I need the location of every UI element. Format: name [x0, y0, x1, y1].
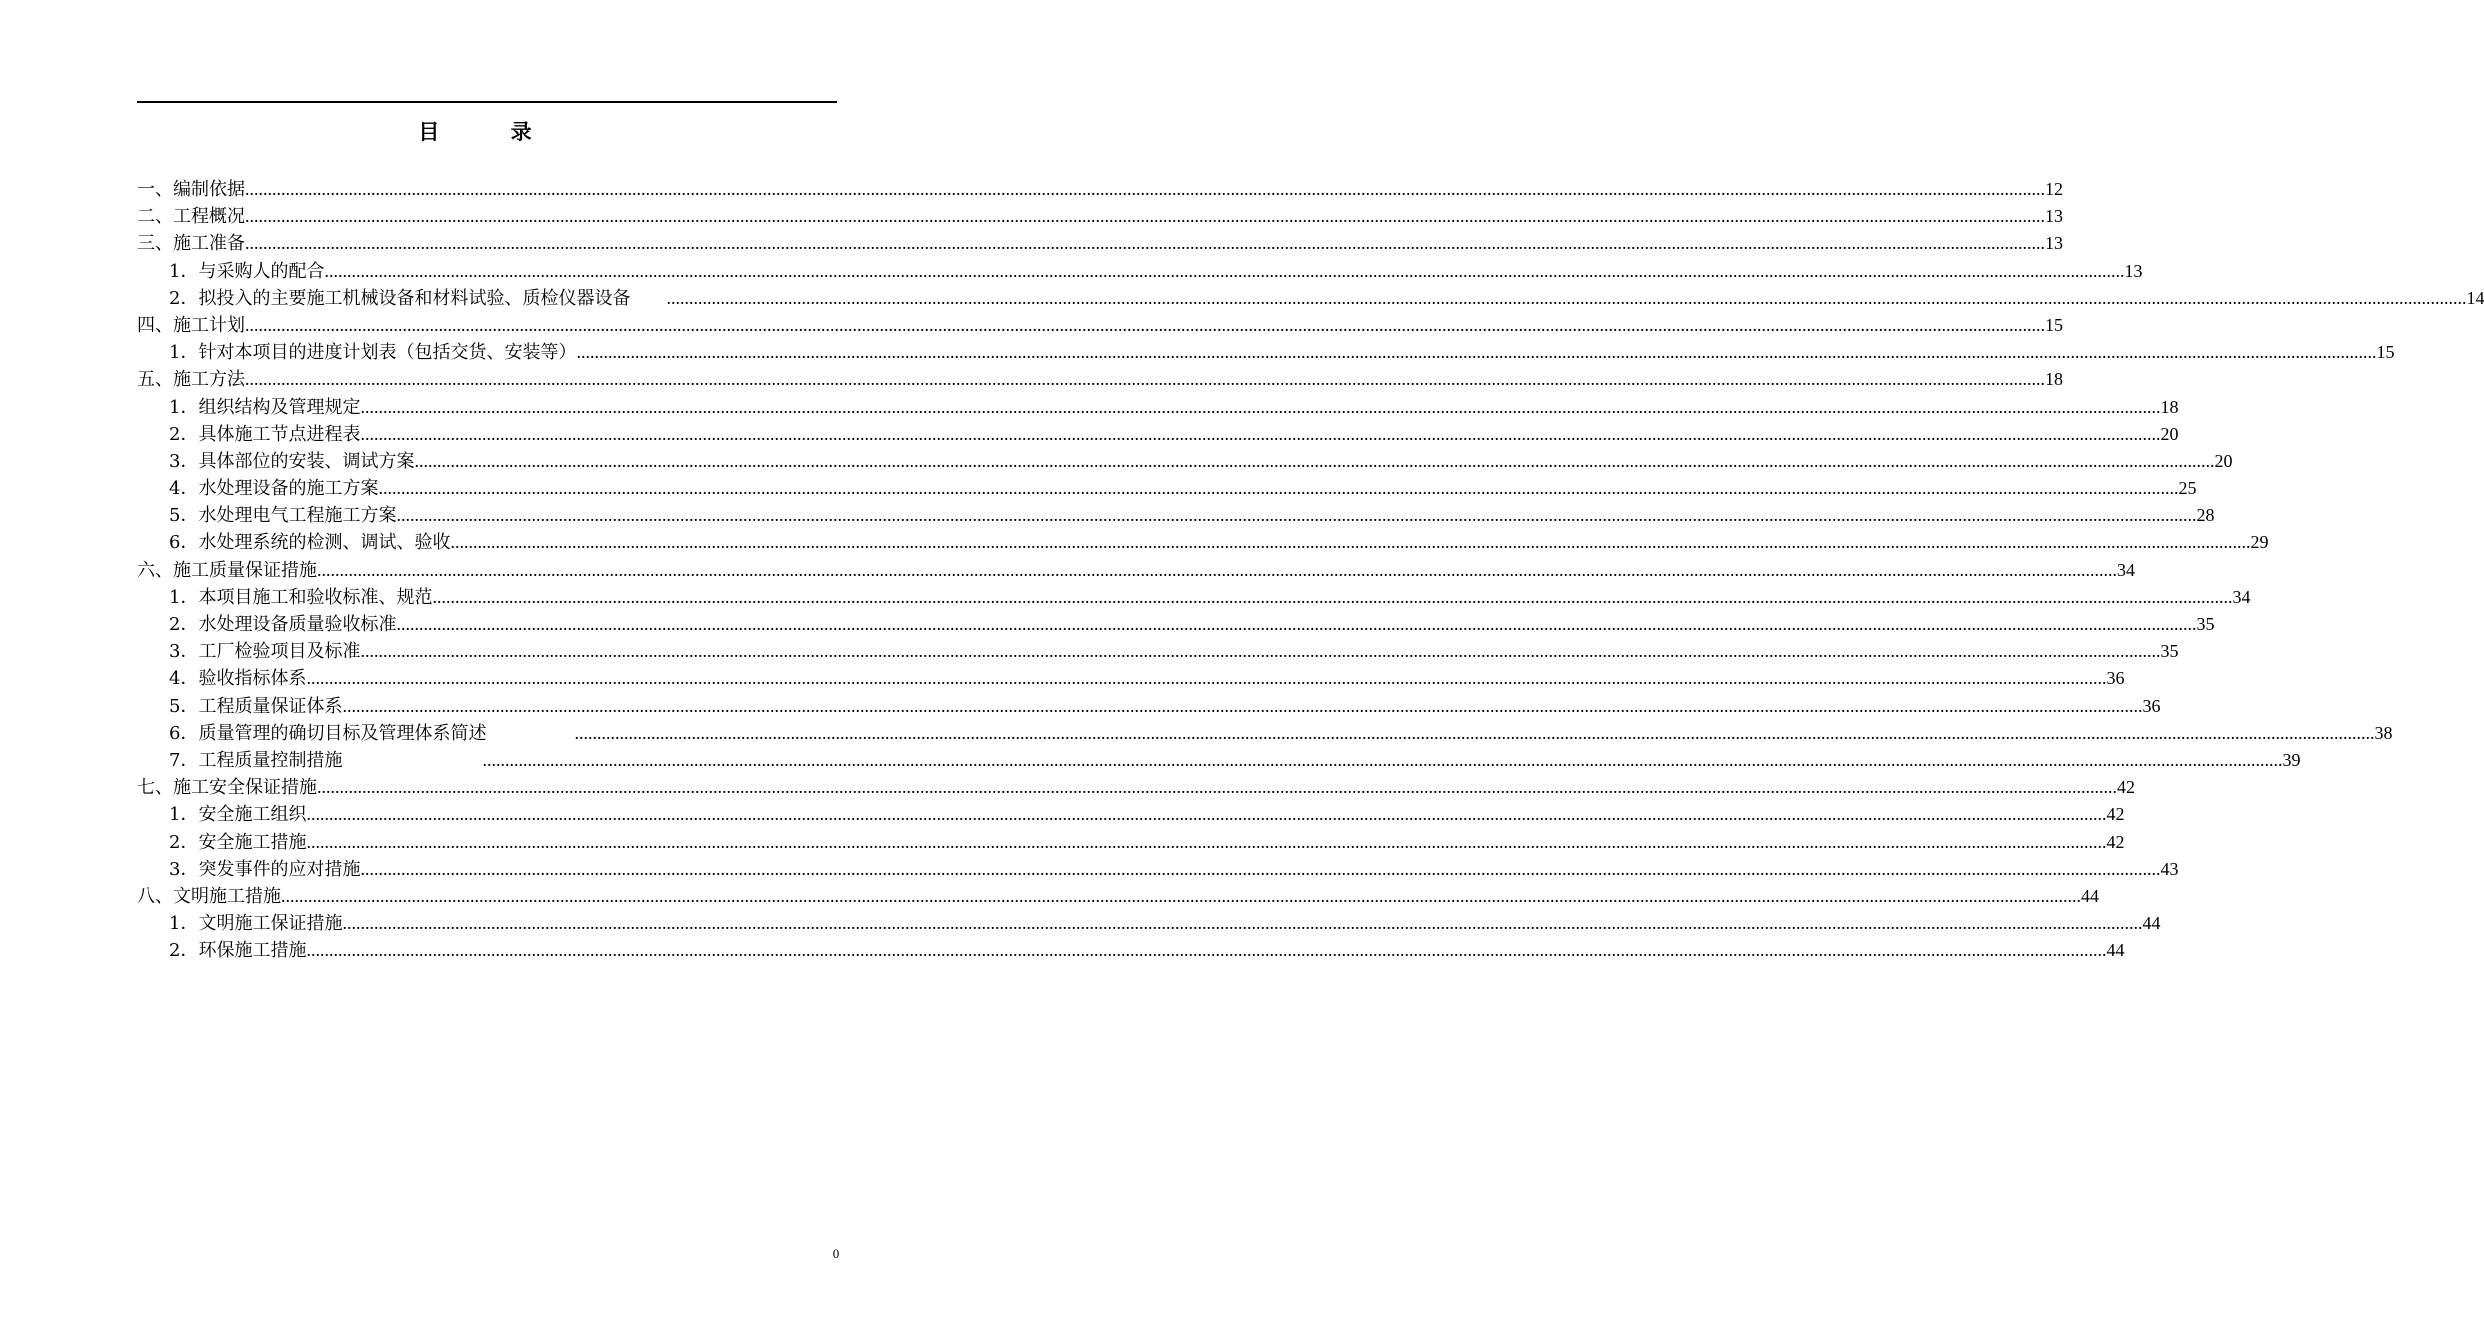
toc-entry-label: 5．水处理电气工程施工方案	[169, 505, 397, 527]
toc-entry-label: 4．验收指标体系	[169, 668, 307, 690]
toc-entry-page: 44	[2142, 913, 2161, 934]
toc-entry[interactable]	[137, 394, 2179, 421]
toc-entry[interactable]	[137, 747, 2301, 774]
toc-entry-page: 15	[2045, 314, 2063, 335]
toc-entry-page: 39	[2282, 749, 2301, 770]
toc-leader-dots: ................................................................................................................................................................................................................................................................................................................................................................................................................	[245, 179, 2045, 199]
toc-entry[interactable]	[137, 448, 2233, 475]
toc-entry-page: 15	[2376, 342, 2395, 363]
toc-entry-page: 43	[2160, 858, 2179, 879]
toc-entry-label: 一、编制依据	[137, 179, 245, 200]
toc-entry[interactable]	[137, 829, 2125, 856]
toc-entry[interactable]	[137, 557, 2135, 584]
toc-leader-dots: ................................................................................................................................................................................................................................................................................................................................................................................................................	[396, 614, 2197, 634]
toc-entry[interactable]	[137, 693, 2161, 720]
toc-leader-dots: ................................................................................................................................................................................................................................................................................................................................................................................................................	[342, 913, 2143, 934]
toc-entry-page: 12	[2045, 179, 2063, 199]
toc-entry[interactable]	[137, 258, 2143, 285]
toc-entry-label: 6．水处理系统的检测、调试、验收	[169, 532, 451, 554]
toc-leader-dots: ................................................................................................................................................................................................................................................................................................................................................................................................................	[360, 858, 2161, 879]
toc-entry-page: 20	[2214, 450, 2233, 471]
toc-entry[interactable]	[137, 312, 2063, 339]
toc-entry-page: 34	[2117, 559, 2135, 580]
toc-entry-page: 44	[2081, 885, 2099, 906]
toc-entry-page: 29	[2250, 532, 2269, 553]
toc-entry-label: 二、工程概况	[137, 206, 245, 228]
toc-leader-dots: ................................................................................................................................................................................................................................................................................................................................................................................................................	[360, 396, 2161, 417]
toc-leader-dots: ................................................................................................................................................................................................................................................................................................................................................................................................................	[245, 206, 2045, 227]
toc-entry[interactable]	[137, 203, 2063, 230]
toc-leader-dots: ................................................................................................................................................................................................................................................................................................................................................................................................................	[306, 940, 2107, 961]
toc-entry-label: 四、施工计划	[137, 314, 245, 336]
toc-entry[interactable]	[137, 230, 2063, 257]
toc-entry-label: 3．具体部位的安装、调试方案	[169, 450, 415, 472]
toc-entry[interactable]	[137, 529, 2269, 556]
toc-leader-dots: ................................................................................................................................................................................................................................................................................................................................................................................................................	[576, 342, 2377, 363]
toc-entry[interactable]	[137, 339, 2395, 366]
toc-entry-label: 七、施工安全保证措施	[137, 777, 317, 799]
toc-entry[interactable]	[137, 665, 2125, 692]
toc-entry-page: 28	[2196, 505, 2215, 526]
toc-entry-label: 八、文明施工措施	[137, 885, 281, 907]
toc-entry[interactable]	[137, 801, 2125, 828]
toc-entry-page: 42	[2106, 831, 2125, 852]
toc-entry-page: 18	[2160, 396, 2179, 417]
toc-leader-dots: ................................................................................................................................................................................................................................................................................................................................................................................................................	[245, 314, 2045, 335]
toc-entry-page: 35	[2160, 641, 2179, 662]
toc-entry[interactable]	[137, 584, 2251, 611]
toc-entry[interactable]	[137, 502, 2215, 529]
toc-entry-label: 五、施工方法	[137, 369, 245, 391]
toc-entry[interactable]	[137, 176, 2063, 203]
toc-entry-label: 三、施工准备	[137, 233, 245, 255]
toc-entry-label: 2．具体施工节点进程表	[169, 423, 361, 445]
toc-entry[interactable]	[137, 638, 2179, 665]
toc-entry-page: 36	[2142, 695, 2161, 716]
toc-entry[interactable]	[137, 366, 2063, 393]
toc-leader-dots: ................................................................................................................................................................................................................................................................................................................................................................................................................	[306, 804, 2107, 825]
toc-entry-label: 1．针对本项目的进度计划表（包括交货、安装等）	[169, 342, 577, 364]
toc-leader-dots: ................................................................................................................................................................................................................................................................................................................................................................................................................	[324, 260, 2125, 281]
toc-entry-label: 2．水处理设备质量验收标准	[169, 614, 397, 635]
toc-leader-dots: ................................................................................................................................................................................................................................................................................................................................................................................................................	[306, 668, 2107, 689]
toc-entry-label: 4．水处理设备的施工方案	[169, 478, 379, 500]
toc-entry-page: 13	[2124, 260, 2143, 281]
toc-entry[interactable]	[137, 910, 2161, 937]
toc-entry-label: 六、施工质量保证措施	[137, 559, 317, 581]
toc-entry-label: 1．与采购人的配合	[169, 260, 325, 282]
toc-entry[interactable]	[137, 937, 2125, 964]
toc-entry-label: 5．工程质量保证体系	[169, 695, 343, 717]
toc-leader-dots: ................................................................................................................................................................................................................................................................................................................................................................................................................	[281, 885, 2081, 906]
toc-entry-page: 44	[2106, 940, 2125, 961]
toc-entry-page: 34	[2232, 586, 2251, 607]
toc-entry[interactable]	[137, 883, 2099, 910]
toc-entry-page: 14	[2466, 287, 2484, 308]
toc-leader-dots: ................................................................................................................................................................................................................................................................................................................................................................................................................	[378, 478, 2179, 499]
toc-leader-dots: ................................................................................................................................................................................................................................................................................................................................................................................................................	[574, 722, 2375, 743]
toc-leader-dots: ................................................................................................................................................................................................................................................................................................................................................................................................................	[450, 532, 2251, 553]
toc-leader-dots: ................................................................................................................................................................................................................................................................................................................................................................................................................	[396, 505, 2197, 526]
toc-entry-label: 7．工程质量控制措施	[169, 749, 343, 771]
toc-entry-label: 1．安全施工组织	[169, 804, 307, 826]
toc-entry-page: 25	[2178, 478, 2197, 499]
toc-leader-dots: ................................................................................................................................................................................................................................................................................................................................................................................................................	[414, 450, 2215, 471]
toc-leader-dots: ................................................................................................................................................................................................................................................................................................................................................................................................................	[342, 695, 2143, 716]
toc-entry-page: 42	[2117, 777, 2135, 798]
toc-entry-page: 35	[2196, 614, 2215, 634]
toc-leader-dots: ................................................................................................................................................................................................................................................................................................................................................................................................................	[360, 423, 2161, 444]
toc-entry[interactable]	[137, 720, 2393, 747]
toc-entry-page: 13	[2045, 233, 2063, 254]
toc-entry-label: 3．工厂检验项目及标准	[169, 641, 361, 663]
header-rule	[137, 101, 837, 103]
table-of-contents	[137, 176, 2484, 964]
toc-entry-label: 1．文明施工保证措施	[169, 913, 343, 935]
toc-entry-label: 3．突发事件的应对措施	[169, 858, 361, 880]
page-number: 0	[832, 1246, 840, 1261]
toc-entry-page: 20	[2160, 423, 2179, 444]
toc-leader-dots: ................................................................................................................................................................................................................................................................................................................................................................................................................	[666, 287, 2467, 308]
toc-entry-page: 13	[2045, 206, 2063, 227]
toc-leader-dots: ................................................................................................................................................................................................................................................................................................................................................................................................................	[306, 831, 2107, 852]
page-title: 目 录	[418, 120, 564, 144]
toc-entry-label: 1．组织结构及管理规定	[169, 396, 361, 418]
toc-leader-dots: ................................................................................................................................................................................................................................................................................................................................................................................................................	[482, 749, 2283, 770]
toc-entry-label: 2．拟投入的主要施工机械设备和材料试验、质检仪器设备	[169, 287, 631, 309]
toc-entry-page: 18	[2045, 369, 2063, 390]
toc-entry[interactable]	[137, 774, 2135, 801]
toc-leader-dots: ................................................................................................................................................................................................................................................................................................................................................................................................................	[432, 586, 2233, 607]
toc-entry-label: 1．本项目施工和验收标准、规范	[169, 586, 433, 608]
toc-entry-label: 2．环保施工措施	[169, 940, 307, 962]
toc-leader-dots: ................................................................................................................................................................................................................................................................................................................................................................................................................	[317, 559, 2117, 580]
toc-entry[interactable]	[137, 856, 2179, 883]
toc-entry-page: 38	[2374, 722, 2393, 743]
toc-leader-dots: ................................................................................................................................................................................................................................................................................................................................................................................................................	[317, 777, 2117, 798]
toc-entry-page: 42	[2106, 804, 2125, 825]
toc-leader-dots: ................................................................................................................................................................................................................................................................................................................................................................................................................	[245, 369, 2045, 390]
toc-entry[interactable]	[137, 421, 2179, 448]
toc-entry[interactable]	[137, 475, 2197, 502]
toc-entry-page: 36	[2106, 668, 2125, 689]
toc-leader-dots: ................................................................................................................................................................................................................................................................................................................................................................................................................	[360, 641, 2161, 662]
toc-entry[interactable]	[137, 611, 2215, 638]
toc-entry[interactable]	[137, 285, 2484, 312]
toc-entry-label: 2．安全施工措施	[169, 831, 307, 853]
toc-entry-label: 6．质量管理的确切目标及管理体系简述	[169, 722, 487, 744]
toc-leader-dots: ................................................................................................................................................................................................................................................................................................................................................................................................................	[245, 233, 2045, 254]
